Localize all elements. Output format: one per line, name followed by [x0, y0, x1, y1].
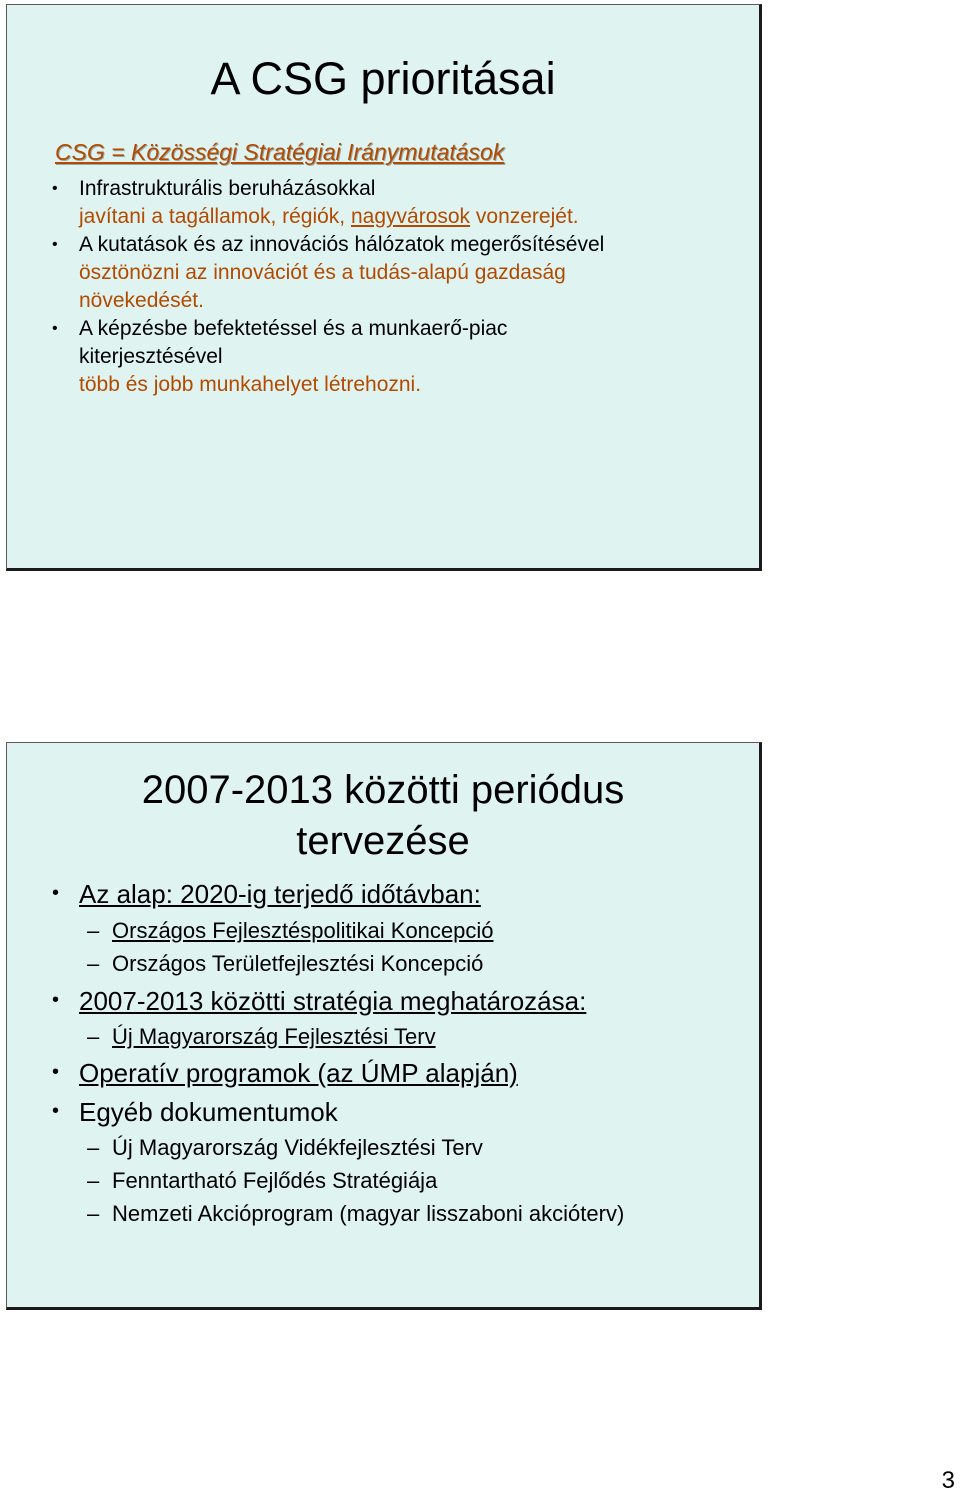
sub-item-text[interactable]: Új Magyarország Fejlesztési Terv [112, 1024, 436, 1049]
list-item [87, 1201, 625, 1227]
list-item [52, 986, 587, 1017]
list-item [52, 1097, 338, 1128]
slide-title-line: 2007-2013 közötti periódus [141, 768, 625, 812]
page-number: 3 [941, 1467, 955, 1494]
bullet-text: A kutatások és az innovációs hálózatok megerősítésével [79, 233, 605, 256]
dash-icon: – [87, 1168, 100, 1193]
bullet-icon: • [52, 236, 58, 253]
bullet-text: Infrastrukturális beruházásokkal [79, 177, 376, 200]
slide-title [7, 765, 759, 867]
slide-csg-priorities [6, 4, 762, 571]
sub-item-text: Fenntartható Fejlődés Stratégiája [112, 1168, 438, 1193]
bullet-icon: • [52, 320, 58, 337]
list-item [52, 879, 481, 910]
bullet-list [52, 175, 749, 399]
dash-icon: – [87, 1024, 100, 1049]
bullet-text-part: vonzerejét. [470, 205, 579, 228]
bullet-icon: • [52, 180, 58, 197]
list-item [87, 918, 494, 944]
dash-icon: – [87, 951, 100, 976]
bullet-text: több és jobb munkahelyet létrehozni. [79, 373, 422, 396]
bullet-icon: • [52, 989, 60, 1011]
slide-subtitle: CSG = Közösségi Stratégiai Iránymutatások [55, 139, 505, 165]
bullet-text: kiterjesztésével [79, 345, 223, 368]
bullet-icon: • [52, 1100, 60, 1122]
list-item [87, 951, 484, 977]
dash-icon: – [87, 918, 100, 943]
bullet-text: Egyéb dokumentumok [79, 1097, 338, 1127]
list-item [87, 1168, 438, 1194]
sub-item-text: Nemzeti Akcióprogram (magyar lisszaboni akcióterv) [112, 1201, 625, 1226]
sub-item-text: Országos Területfejlesztési Koncepció [112, 951, 484, 976]
list-item [52, 315, 749, 399]
list-item [87, 1135, 483, 1161]
bullet-icon: • [52, 1061, 60, 1083]
nagyvarosok-link[interactable]: nagyvárosok [350, 205, 471, 228]
bullet-text[interactable]: 2007-2013 közötti stratégia meghatározása: [79, 986, 587, 1016]
dash-icon: – [87, 1201, 100, 1226]
bullet-text [79, 203, 749, 231]
list-item [52, 175, 749, 231]
list-item [52, 231, 749, 315]
bullet-text-part: javítani a tagállamok, régiók, [79, 205, 351, 228]
bullet-icon: • [52, 882, 60, 904]
list-item [87, 1024, 436, 1050]
list-item [52, 1058, 518, 1089]
slide-planning-period [6, 742, 762, 1310]
bullet-text: növekedését. [79, 289, 204, 312]
slide-title: A CSG prioritásai [210, 53, 556, 104]
slide-title-line: tervezése [296, 819, 470, 863]
bullet-text[interactable]: Az alap: 2020-ig terjedő időtávban: [79, 879, 481, 909]
sub-item-text[interactable]: Országos Fejlesztéspolitikai Koncepció [112, 918, 494, 943]
bullet-text[interactable]: Operatív programok (az ÚMP alapján) [79, 1058, 518, 1088]
dash-icon: – [87, 1135, 100, 1160]
bullet-text: ösztönözni az innovációt és a tudás-alapú gazdaság [79, 261, 566, 284]
sub-item-text: Új Magyarország Vidékfejlesztési Terv [112, 1135, 483, 1160]
bullet-text: A képzésbe befektetéssel és a munkaerő-piac [79, 317, 508, 340]
